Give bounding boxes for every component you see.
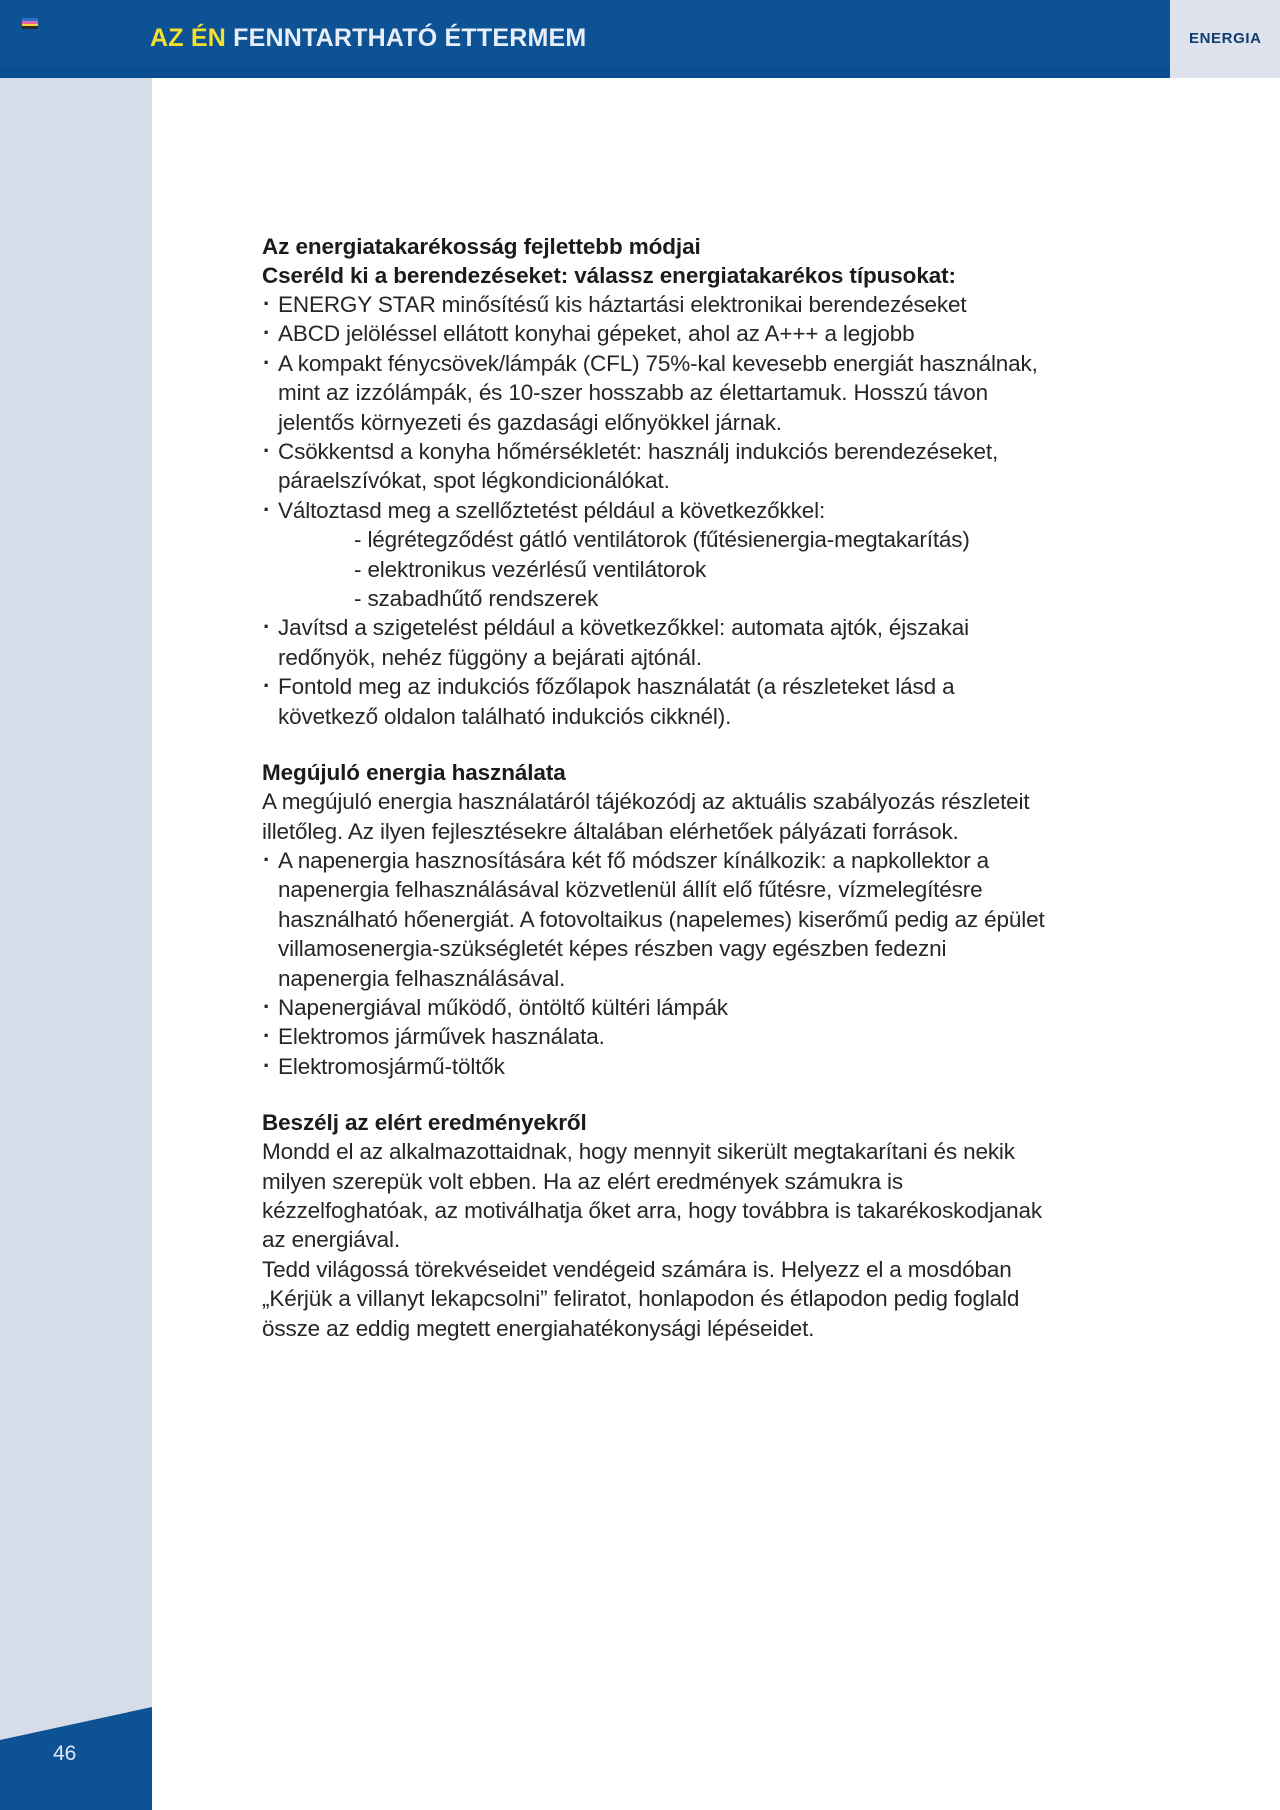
section3-paragraph-2: Tedd világossá törekvéseidet vendégeid számára is. Helyezz el a mosdóban „Kérjük a villanyt lekapcsolni” feliratot, honlapodon és étlapodon pedig foglald össze az eddig megtett energiahatékonysági lépéseidet. — [262, 1256, 1020, 1341]
section3-heading: Beszélj az elért eredményekről — [262, 1110, 587, 1136]
brand-title-plain: FENNTARTHATÓ ÉTTERMEM — [233, 24, 587, 52]
page-content — [262, 232, 1052, 1343]
list-item: · A kompakt fénycsövek/lámpák (CFL) 75%-kal kevesebb energiát használnak, mint az izzólámpák, és 10-szer hosszabb az élettartamuk. Hosszú távon jelentős környezeti és gazdasági előnyökkel járnak. — [262, 349, 1052, 437]
sub-list-item: - légrétegződést gátló ventilátorok (fűtésienergia-megtakarítás) — [354, 527, 970, 553]
sub-list-item: - elektronikus vezérlésű ventilátorok — [354, 556, 707, 582]
color-bars-icon — [22, 18, 38, 29]
list-item: · Napenergiával működő, öntöltő kültéri lámpák — [262, 993, 1052, 1022]
section-spacer — [262, 1081, 1052, 1108]
section1-heading-line2: Cseréld ki a berendezéseket: válassz energiatakarékos típusokat: — [262, 263, 956, 288]
list-item: · Fontold meg az indukciós főzőlapok használatát (a részleteket lásd a következő oldalon található indukciós cikknél). — [262, 672, 1052, 731]
section-spacer — [262, 731, 1052, 758]
brand-title — [150, 24, 586, 53]
list-item: · ABCD jelöléssel ellátott konyhai gépeket, ahol az A+++ a legjobb — [262, 319, 1052, 348]
left-margin-panel — [0, 0, 152, 1810]
list-item: · Csökkentsd a konyha hőmérsékletét: használj indukciós berendezéseket, páraelszívókat, spot légkondicionálókat. — [262, 437, 1052, 496]
section2-intro: A megújuló energia használatáról tájékozódj az aktuális szabályozás részleteit illetőleg. Az ilyen fejlesztésekre általában elérhetőek pályázati források. — [262, 789, 1030, 844]
section2-heading: Megújuló energia használata — [262, 760, 566, 786]
section1-heading-line1: Az energiatakarékosság fejlettebb módjai — [262, 234, 701, 259]
section3-paragraph-1: Mondd el az alkalmazottaidnak, hogy mennyit sikerült megtakarítani és nekik milyen szerepük volt ebben. Ha az elért eredmények számukra is kézzelfoghatóak, az motiválhatja őket arra, hogy továbbra is takarékoskodjanak az energiával. — [262, 1139, 1042, 1253]
section-tag-label: ENERGIA — [1189, 30, 1262, 47]
section-share-results — [262, 1108, 1052, 1343]
list-item: · ENERGY STAR minősítésű kis háztartási elektronikai berendezéseket — [262, 290, 1052, 319]
list-item: · Elektromos járművek használata. — [262, 1022, 1052, 1051]
brand-title-accent: AZ ÉN — [150, 24, 226, 52]
list-item: · Elektromosjármű-töltők — [262, 1052, 1052, 1081]
section-renewable-energy — [262, 758, 1052, 1081]
list-item: · Javítsd a szigetelést például a következőkkel: automata ajtók, éjszakai redőnyök, nehéz függöny a bejárati ajtónál. — [262, 613, 1052, 672]
sub-list-item: - szabadhűtő rendszerek — [354, 586, 599, 612]
list-item: · Változtasd meg a szellőztetést például a következőkkel: — [262, 496, 1052, 525]
section-energy-saving — [262, 232, 1052, 731]
page-number: 46 — [53, 1742, 77, 1765]
list-item: · A napenergia hasznosítására két fő módszer kínálkozik: a napkollektor a napenergia felhasználásával közvetlenül állít elő fűtésre, vízmelegítésre használható hőenergiát. A fotovoltaikus (napelemes) kiserőmű pedig az épület villamosenergia-szükségletét képes részben vagy egészben fedezni napenergia felhasználásával. — [262, 846, 1052, 993]
